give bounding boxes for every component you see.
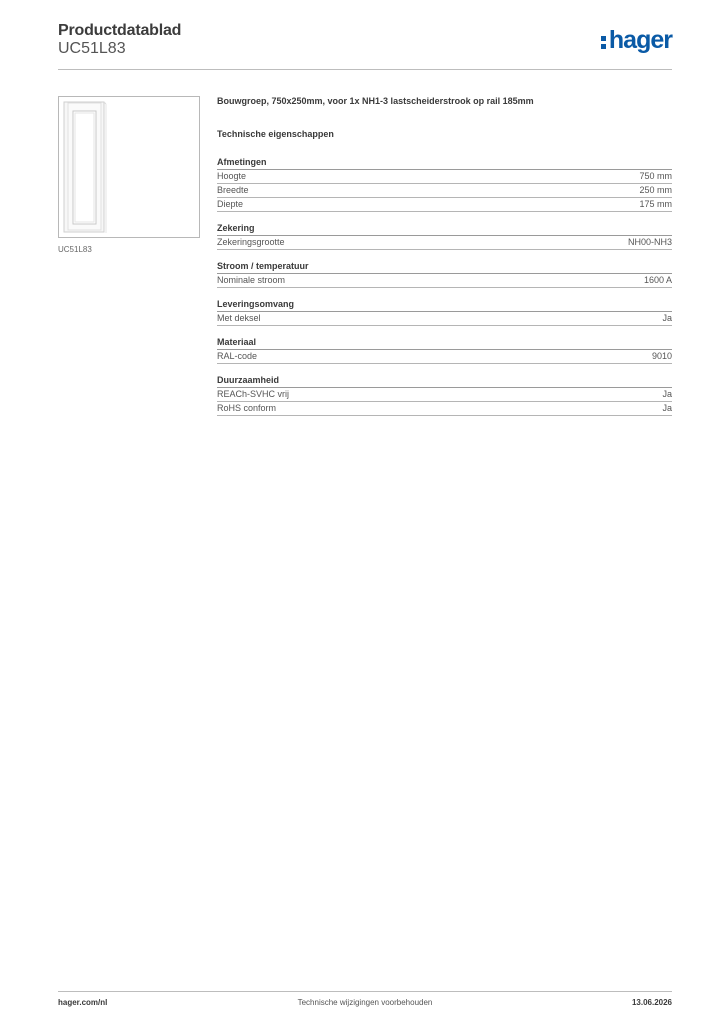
- spec-label: Breedte: [217, 185, 249, 195]
- spec-value: Ja: [662, 313, 672, 323]
- spec-value: 175 mm: [639, 199, 672, 209]
- spec-value: 9010: [651, 351, 672, 361]
- spec-label: Met deksel: [217, 313, 261, 323]
- header-divider: [58, 69, 672, 70]
- spec-label: Zekeringsgrootte: [217, 237, 285, 247]
- product-content: [217, 96, 672, 427]
- tech-properties-heading: Technische eigenschappen: [217, 129, 334, 139]
- spec-row: [217, 350, 672, 364]
- footer-date: 13.06.2026: [631, 998, 672, 1007]
- footer-website: hager.com/nl: [58, 998, 108, 1007]
- enclosure-panel-icon: [59, 97, 201, 239]
- spec-label: RoHS conform: [217, 403, 277, 413]
- image-caption: UC51L83: [58, 245, 92, 254]
- logo-text: hager: [608, 25, 672, 54]
- spec-value: 750 mm: [639, 171, 672, 181]
- spec-label: Diepte: [217, 199, 244, 209]
- spec-row: [217, 184, 672, 198]
- spec-row: [217, 388, 672, 402]
- section-title: Afmetingen: [217, 157, 672, 170]
- spec-value: 1600 A: [643, 275, 672, 285]
- spec-value: Ja: [662, 403, 672, 413]
- section-zekering: [217, 223, 672, 250]
- page-header: [58, 22, 672, 68]
- spec-row: [217, 312, 672, 326]
- product-image: [58, 96, 200, 238]
- section-stroom-temperatuur: [217, 261, 672, 288]
- spec-row: [217, 236, 672, 250]
- spec-value: Ja: [662, 389, 672, 399]
- section-duurzaamheid: [217, 375, 672, 416]
- product-code: UC51L83: [58, 40, 126, 57]
- section-leveringsomvang: [217, 299, 672, 326]
- spec-label: Nominale stroom: [217, 275, 286, 285]
- footer-divider: [58, 991, 672, 992]
- hager-logo: [601, 26, 672, 54]
- section-title: Zekering: [217, 223, 672, 236]
- spec-value: 250 mm: [639, 185, 672, 195]
- product-description: Bouwgroep, 750x250mm, voor 1x NH1-3 lastscheiderstrook op rail 185mm: [217, 96, 534, 106]
- spec-row: [217, 402, 672, 416]
- spec-row: [217, 274, 672, 288]
- footer-disclaimer: Technische wijzigingen voorbehouden: [297, 998, 433, 1007]
- section-afmetingen: [217, 157, 672, 212]
- spec-label: RAL-code: [217, 351, 258, 361]
- document-title: Productdatablad: [58, 22, 182, 39]
- section-title: Duurzaamheid: [217, 375, 672, 388]
- section-title: Stroom / temperatuur: [217, 261, 672, 274]
- spec-value: NH00-NH3: [627, 237, 672, 247]
- spec-row: [217, 198, 672, 212]
- spec-row: [217, 170, 672, 184]
- section-title: Leveringsomvang: [217, 299, 672, 312]
- section-materiaal: [217, 337, 672, 364]
- spec-label: Hoogte: [217, 171, 247, 181]
- logo-mark-icon: [601, 36, 606, 49]
- section-title: Materiaal: [217, 337, 672, 350]
- spec-label: REACh-SVHC vrij: [217, 389, 290, 399]
